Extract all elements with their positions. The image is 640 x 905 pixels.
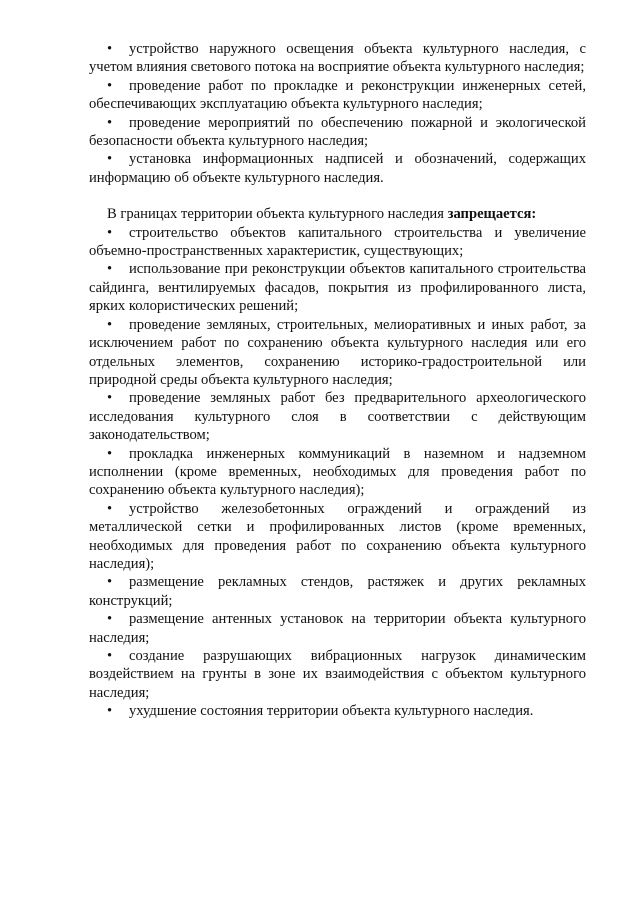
list-item-text: устройство наружного освещения объекта культурного наследия, с учетом влияния светового потока на восприятие объекта культурного наследия; — [89, 41, 586, 76]
list-item — [89, 150, 586, 187]
bullet-icon: • — [107, 114, 113, 131]
bullet-icon: • — [107, 500, 113, 517]
forbidden-intro — [89, 205, 586, 223]
allowed-list — [89, 40, 586, 187]
list-item-text: строительство объектов капитального строительства и увеличение объемно-пространственных характеристик, существующих; — [89, 224, 586, 260]
bullet-icon: • — [107, 703, 113, 720]
list-item — [89, 114, 586, 151]
list-item — [89, 445, 586, 500]
bullet-icon: • — [107, 41, 113, 57]
list-item — [89, 610, 586, 647]
list-item-text: проведение земляных, строительных, мелиоративных и иных работ, за исключением работ по сохранению объекта культурного наследия или его отдельных элементов, сохранению историко-градостроительной или природной среды объекта культурного наследия; — [89, 316, 586, 388]
list-item-text: проведение земляных работ без предварительного археологического исследования культурного слоя в соответствии с действующим законодательством; — [89, 390, 586, 444]
list-item — [89, 389, 586, 444]
list-item — [89, 316, 586, 390]
bullet-icon: • — [107, 151, 113, 168]
list-item — [89, 77, 586, 114]
list-item-text: проведение работ по прокладке и реконструкции инженерных сетей, обеспечивающих эксплуатацию объекта культурного наследия; — [89, 77, 586, 113]
list-item-text: размещение рекламных стендов, растяжек и других рекламных конструкций; — [89, 574, 586, 609]
bullet-icon: • — [107, 261, 113, 278]
list-item — [89, 260, 586, 315]
list-item-text: проведение мероприятий по обеспечению пожарной и экологической безопасности объекта культурного наследия; — [89, 114, 586, 150]
list-item-text: прокладка инженерных коммуникаций в наземном и надземном исполнении (кроме временных, необходимых для проведения работ по сохранению объекта культурного наследия); — [89, 445, 586, 499]
list-item-text: ухудшение состояния территории объекта культурного наследия. — [129, 703, 534, 720]
list-item — [89, 500, 586, 574]
list-item-text: создание разрушающих вибрационных нагрузок динамическим воздействием на грунты в зоне их взаимодействия с объектом культурного наследия; — [89, 648, 586, 701]
intro-bold: запрещается: — [447, 206, 537, 223]
intro-text: В границах территории объекта культурного наследия — [107, 206, 448, 223]
bullet-icon: • — [107, 316, 113, 333]
bullet-icon: • — [107, 390, 113, 407]
list-item — [89, 647, 586, 702]
bullet-icon: • — [107, 574, 113, 591]
list-item-text: устройство железобетонных ограждений и ограждений из металлической сетки и профилированных листов (кроме временных, необходимых для проведения работ по сохранению объекта культурного наследия); — [89, 500, 586, 572]
bullet-icon: • — [107, 611, 113, 628]
bullet-icon: • — [107, 648, 113, 664]
bullet-icon: • — [107, 224, 113, 241]
list-item-text: установка информационных надписей и обозначений, содержащих информацию об объекте культурного наследия. — [89, 151, 586, 186]
list-item — [89, 573, 586, 610]
list-item-text: размещение антенных установок на территории объекта культурного наследия; — [89, 611, 586, 646]
bullet-icon: • — [107, 445, 113, 462]
bullet-icon: • — [107, 77, 113, 94]
list-item — [89, 40, 586, 77]
forbidden-list — [89, 224, 586, 721]
list-item — [89, 224, 586, 261]
list-item-text: использование при реконструкции объектов капитального строительства сайдинга, вентилируемых фасадов, покрытия из профилированного листа, ярких колористических решений; — [89, 261, 586, 315]
list-item — [89, 702, 586, 720]
